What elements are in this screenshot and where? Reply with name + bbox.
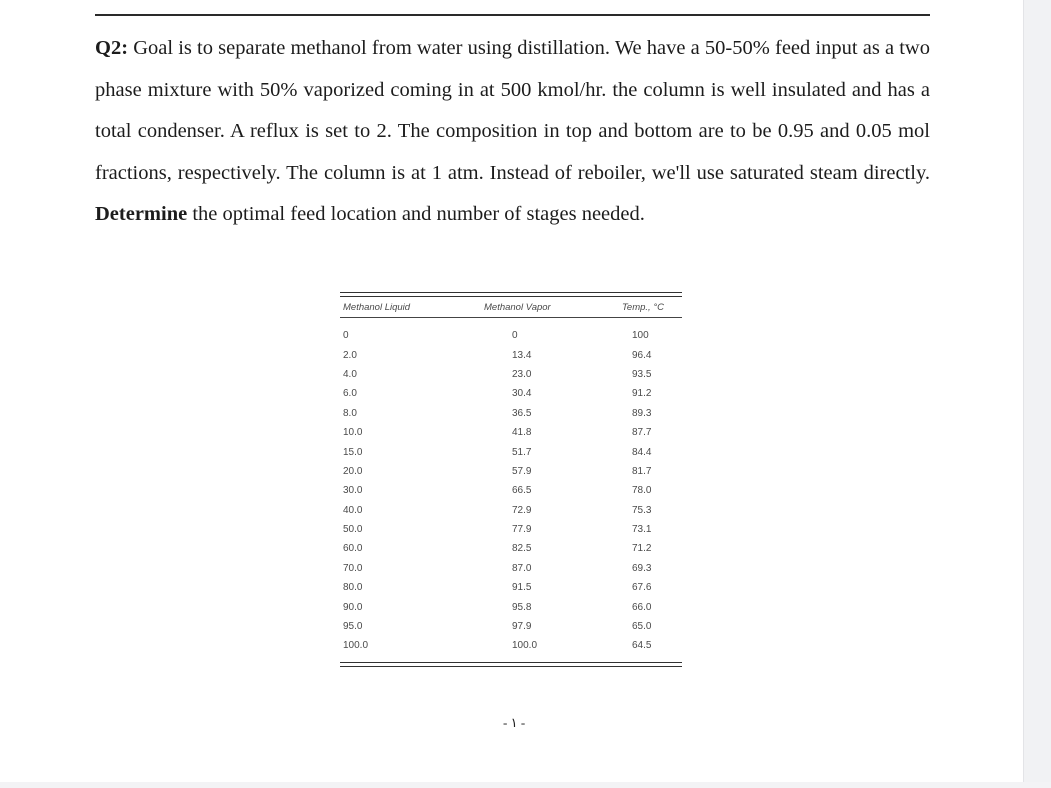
table-row <box>340 365 682 384</box>
header-methanol-liquid: Methanol Liquid <box>343 301 411 313</box>
table-row <box>340 501 682 520</box>
cell-methanol-vapor: 57.9 <box>512 465 532 477</box>
cell-methanol-liquid: 6.0 <box>343 388 357 400</box>
cell-methanol-vapor: 13.4 <box>512 349 532 361</box>
cell-temperature: 87.7 <box>632 427 652 439</box>
cell-methanol-liquid: 20.0 <box>343 465 363 477</box>
cell-methanol-liquid: 2.0 <box>343 349 357 361</box>
cell-temperature: 84.4 <box>632 446 652 458</box>
table-body <box>340 318 682 662</box>
question-emphasis: Determine <box>95 203 188 225</box>
cell-methanol-liquid: 30.0 <box>343 485 363 497</box>
cell-temperature: 66.0 <box>632 601 652 613</box>
table-row <box>340 423 682 442</box>
cell-methanol-liquid: 60.0 <box>343 543 363 555</box>
table-row <box>340 617 682 636</box>
cell-methanol-vapor: 72.9 <box>512 504 532 516</box>
cell-methanol-liquid: 90.0 <box>343 601 363 613</box>
table-row <box>340 636 682 655</box>
cell-temperature: 89.3 <box>632 407 652 419</box>
cell-methanol-vapor: 77.9 <box>512 524 532 536</box>
cell-temperature: 81.7 <box>632 465 652 477</box>
cell-temperature: 75.3 <box>632 504 652 516</box>
question-label: Q2: <box>95 37 129 59</box>
cell-methanol-vapor: 30.4 <box>512 388 532 400</box>
cell-methanol-vapor: 0 <box>512 330 518 342</box>
cell-temperature: 91.2 <box>632 388 652 400</box>
cell-methanol-liquid: 100.0 <box>343 640 369 652</box>
cell-methanol-liquid: 8.0 <box>343 407 357 419</box>
cell-methanol-liquid: 50.0 <box>343 524 363 536</box>
table-row <box>340 578 682 597</box>
question-text: Goal is to separate methanol from water using distillation. We have a 50-50% feed input as a two phase mixture with 50% vaporized coming in at 500 kmol/hr. the column is well insulated and has a total condenser. A reflux is set to 2. The composition in top and bottom are to be 0.95 and 0.05 mol fractions, respectively. The column is at 1 atm. Instead of reboiler, we'll use saturated steam directly. <box>95 37 930 184</box>
cell-methanol-liquid: 80.0 <box>343 582 363 594</box>
cell-methanol-vapor: 87.0 <box>512 562 532 574</box>
cell-methanol-vapor: 36.5 <box>512 407 532 419</box>
table-row <box>340 462 682 481</box>
table-row <box>340 442 682 461</box>
table-row <box>340 520 682 539</box>
cell-temperature: 100 <box>632 330 649 342</box>
question-text-end: the optimal feed location and number of stages needed. <box>187 203 645 225</box>
viewer-bottom-margin <box>0 782 1051 788</box>
cell-temperature: 67.6 <box>632 582 652 594</box>
cell-methanol-liquid: 15.0 <box>343 446 363 458</box>
cell-methanol-liquid: 70.0 <box>343 562 363 574</box>
table-row <box>340 539 682 558</box>
cell-methanol-liquid: 95.0 <box>343 621 363 633</box>
cell-methanol-vapor: 97.9 <box>512 621 532 633</box>
cell-temperature: 64.5 <box>632 640 652 652</box>
table-row <box>340 326 682 345</box>
table-row <box>340 481 682 500</box>
cell-methanol-vapor: 41.8 <box>512 427 532 439</box>
page-number: - ١ - <box>503 715 526 730</box>
top-divider <box>95 14 930 16</box>
table-bottom-rule <box>340 662 682 667</box>
cell-methanol-vapor: 82.5 <box>512 543 532 555</box>
question-paragraph <box>95 28 930 236</box>
viewer-right-margin <box>1023 0 1051 788</box>
table-row <box>340 559 682 578</box>
cell-temperature: 65.0 <box>632 621 652 633</box>
cell-methanol-liquid: 10.0 <box>343 427 363 439</box>
cell-methanol-vapor: 91.5 <box>512 582 532 594</box>
cell-methanol-vapor: 23.0 <box>512 368 532 380</box>
cell-methanol-vapor: 95.8 <box>512 601 532 613</box>
vle-data-table <box>340 292 682 667</box>
table-row <box>340 384 682 403</box>
table-row <box>340 597 682 616</box>
cell-temperature: 73.1 <box>632 524 652 536</box>
table-row <box>340 404 682 423</box>
table-row <box>340 345 682 364</box>
cell-methanol-vapor: 51.7 <box>512 446 532 458</box>
cell-temperature: 96.4 <box>632 349 652 361</box>
cell-temperature: 93.5 <box>632 368 652 380</box>
table-header-row <box>340 297 682 317</box>
header-methanol-vapor: Methanol Vapor <box>484 301 551 313</box>
cell-temperature: 78.0 <box>632 485 652 497</box>
cell-methanol-vapor: 66.5 <box>512 485 532 497</box>
header-temperature: Temp., °C <box>622 301 664 313</box>
cell-methanol-liquid: 0 <box>343 330 349 342</box>
cell-temperature: 71.2 <box>632 543 652 555</box>
cell-methanol-liquid: 40.0 <box>343 504 363 516</box>
cell-methanol-vapor: 100.0 <box>512 640 538 652</box>
cell-temperature: 69.3 <box>632 562 652 574</box>
cell-methanol-liquid: 4.0 <box>343 368 357 380</box>
